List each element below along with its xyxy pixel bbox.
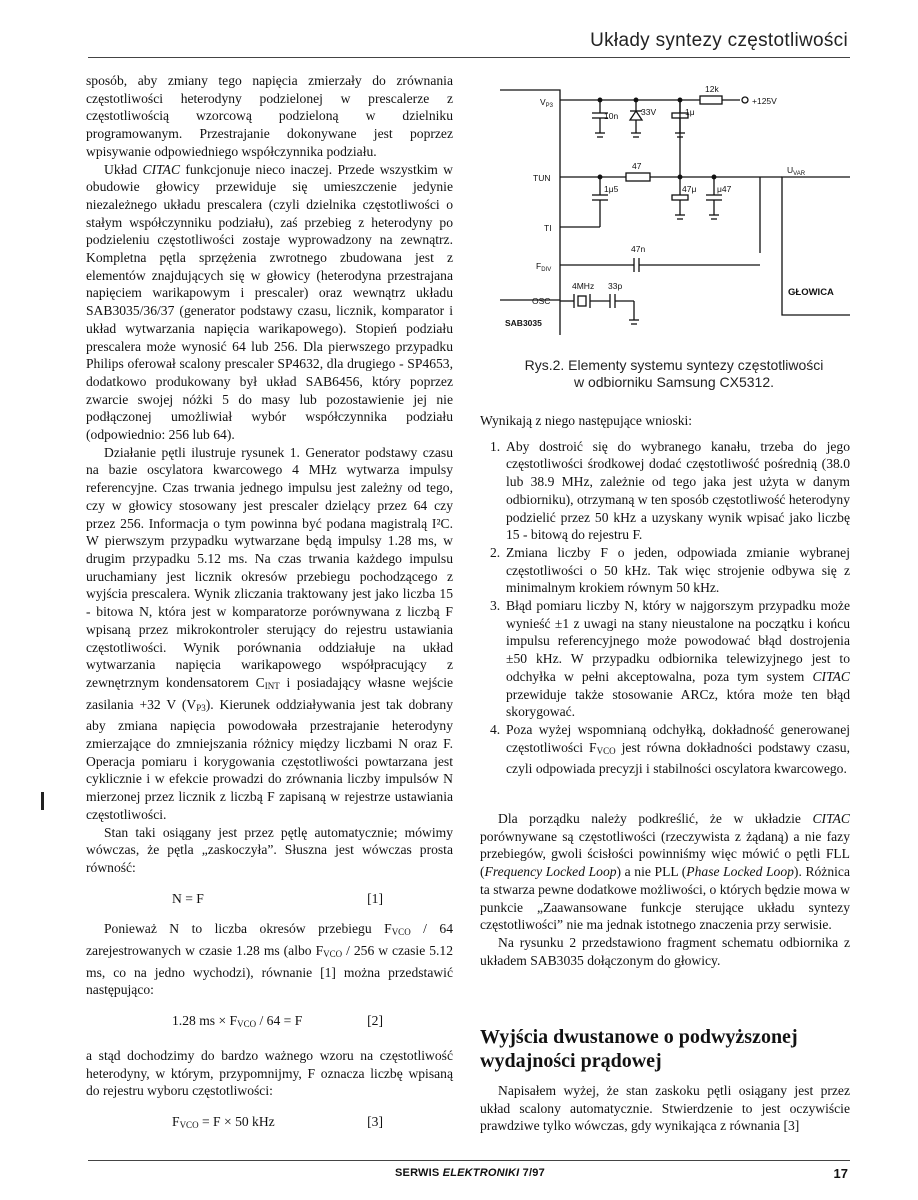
svg-text:4MHz: 4MHz	[572, 281, 595, 291]
paragraph: Układ CITAC funkcjonuje nieco inaczej. Przede wszystkim w obudowie głowicy przewiduje się umieszczenie jedynie niezależnego układu prescalera (czyli dzielnika częstotliwości o stałym współczynniku podziału), zaś przebieg z heterodyny po podzieleniu częstotliwości zostaje wyprowadzony na zewnątrz. Kompletna pętla sprzężenia zwrotnego zbudowana jest z elementów znajdujących się w głowicy (heterodyna przestrajana napięciem warikapowym i prescaler) oraz wewnątrz układu SAB3035/36/37 (generator podstawy czasu, licznik, komparator i układ wytwarzania napięcia warikapowego). Stopień podziału prescalera może wynosić 64 lub 256. Dla pierwszego przypadku Philips oferował scalony prescaler SP4632, dla drugiego - SP4653, dodatkowo produkowany był układ SAB6456, który poprzez zwarcie swojej nóżki 5 do masy lub pozostawienie jej nie podłączonej umożliwiał wybór współczynnika podziału (odpowiednio: 256 lub 64).	[86, 161, 453, 443]
svg-text:UVAR: $U_{VAR}$	[787, 165, 806, 177]
svg-text:+125V: +125V	[752, 96, 777, 106]
svg-text:GŁOWICA: GŁOWICA	[788, 287, 834, 298]
equation-1: N = F [1]	[172, 890, 383, 906]
paragraph: a stąd dochodzimy do bardzo ważnego wzoru na częstotliwość heterodyny, w którym, przypomnijmy, F oznacza liczbę wpisaną do rejestru wyboru częstotliwości:	[86, 1047, 453, 1099]
list-item: 4. Poza wyżej wspomnianą odchyłką, dokładność generowanej częstotliwości $F_{VCO}$ jest równa dokładności podstawy czasu, czyli odpowiada precyzji i stabilności oscylatora kwarcowego.	[490, 721, 850, 777]
svg-text:33p: 33p	[608, 281, 623, 291]
svg-text:VP3: $V_{P3}$	[540, 97, 554, 109]
section-body	[480, 1082, 850, 1135]
margin-mark	[41, 792, 44, 810]
resistor-47	[626, 173, 650, 181]
paragraph: Dla porządku należy podkreślić, że w układzie CITAC porównywane są częstotliwości (rzeczywista z żądaną) a nie fazy przebiegów, gwoli ścisłości powinniśmy więc mówić o pętli FLL (Frequency Locked Loop) a nie PLL (Phase Locked Loop). Różnica ta stwarza pewne dodatkowe możliwości, o których będzie mowa w punkcie „Zaawansowane funkcje sterujące układu syntezy częstotliwości” nie ma jednak istotnego znaczenia przy serwisie.	[480, 811, 850, 933]
list-item: 2. Zmiana liczby F o jeden, odpowiada zmianie wybranej częstotliwości o 50 kHz. Tak więc strojenie odbywa się z minimalnym krokiem równym 50 kHz.	[490, 544, 850, 596]
svg-text:μ47: μ47	[717, 184, 732, 194]
left-column	[86, 72, 453, 1148]
paragraph: Na rysunku 2 przedstawiono fragment schematu odbiornika z układem SAB3035 dołączonym do głowicy.	[480, 934, 850, 968]
svg-text:1μ5: 1μ5	[604, 184, 619, 194]
conclusions-list	[480, 438, 850, 778]
svg-text:OSC: OSC	[532, 296, 551, 306]
right-column-text	[480, 810, 850, 969]
equation-2: 1.28 ms × $F_{VCO} / 64 = F$ [2]	[172, 1013, 383, 1030]
paragraph: Wynikają z niego następujące wnioski:	[480, 413, 693, 428]
list-item: 3. Błąd pomiaru liczby N, który w najgorszym przypadku może wynieść ±1 z uwagi na stany nieustalone na początku i końcu impulsu referencyjnego może powodować błąd dostrojenia ±50 kHz. W przypadku odbiornika telewizyjnego jest to odchyłka w pełni akceptowalna, poza tym system CITAC przewiduje także stosowanie ARCz, która może ten błąd skorygować.	[490, 598, 850, 720]
right-column-list	[480, 412, 850, 778]
paragraph: Działanie pętli ilustruje rysunek 1. Generator podstawy czasu na bazie oscylatora kwarcowego 4 MHz wytwarza impulsy referencyjne. Czas trwania jednego impulsu jest zależny od tego, czy w głowicy stosowany jest prescaler dzielący przez 64 czy przez 256. Informacja o tym powinna być podana magistralą I²C. W pierwszym przypadku wytwarzane będą impulsy 1.28 ms, w drugim przypadku 5.12 ms. Na czas trwania każdego impulsu uruchamiany jest licznik okresów przebiegu pochodzącego z wyjścia prescalera. Wynik zliczania traktowany jest jako liczba 15 - bitowa N, która jest w komparatorze porównywana z liczbą F wpisaną przez mikrokontroler sterujący do rejestru ustawiania częstotliwości. Wynik porównania oddziałuje na układ wytwarzania napięcia warikapowego współpracujący z zewnętrznym kondensatorem $C_{INT}$ i posiadający własne wejście zasilania +32 V $(V_{P3})$. Kierunek oddziaływania jest tak dobrany aby zmiana napięcia powodowała przestrajanie heterodyny zmierzające do zmniejszania różnicy między liczbami N oraz F. Operacja pomiaru i korygowania częstotliwości powtarzana jest cyklicznie i w efekcie prowadzi do zrównania liczby impulsów N mierzonej przez licznik z liczbą F zapisaną w rejestrze ustawiania częstotliwości.	[86, 444, 454, 822]
list-item: 1. Aby dostroić się do wybranego kanału, trzeba do jego częstotliwości środkowej dodać częstotliwość pośrednią (38.0 lub 38.9 MHz, zależnie od tego jaka jest użyta w danym odbiorniku), otrzymaną w ten sposób częstotliwość heterodyny podzielić przez 50 kHz a uzyskany wynik wpisać jako liczbę 15 - bitową do rejestru F.	[490, 438, 850, 543]
svg-text:47μ: 47μ	[682, 184, 697, 194]
svg-text:47: 47	[632, 161, 642, 171]
paragraph: Stan taki osiągany jest przez pętlę automatycznie; mówimy wówczas, że pętla „zaskoczyła”. Słuszna jest wówczas prosta równość:	[86, 824, 453, 875]
page-number: 17	[833, 1166, 848, 1181]
chip-outline	[500, 90, 560, 335]
svg-text:TI: TI	[544, 223, 552, 233]
svg-text:33V: 33V	[641, 107, 657, 117]
figure-caption: Rys.2. Elementy systemu syntezy częstotliwości w odbiorniku Samsung CX5312.	[524, 357, 824, 390]
footer-rule	[88, 1160, 850, 1161]
footer-publication: SERWIS ELEKTRONIKI 7/97	[395, 1167, 545, 1179]
paragraph: Ponieważ N to liczba okresów przebiegu $F_{VCO} / 64$ zarejestrowanych w czasie 1.28 ms (albo $F_{VCO} / 256$ w czasie 5.12 ms, co na jedno wychodzi), równanie [1] można przedstawić następująco:	[86, 921, 453, 998]
running-header: Układy syntezy częstotliwości	[590, 30, 848, 51]
paragraph: sposób, aby zmiany tego napięcia zmierzały do zrównania częstotliwości heterodyny podzielonej w prescalerze z częstotliwością wzorcową podzieloną w dzielniku programowanym. Przestrajanie dokonywane jest poprzez wpisywanie odpowiedniego współczynnika podziału.	[86, 73, 453, 159]
equation-3: $F_{VCO} = F \times 50$ kHz [3]	[172, 1113, 383, 1130]
svg-text:47n: 47n	[631, 244, 646, 254]
circuit-schematic	[500, 75, 850, 350]
svg-text:12k: 12k	[705, 84, 719, 94]
svg-text:TUN: TUN	[533, 173, 551, 183]
svg-text:10n: 10n	[604, 111, 619, 121]
svg-text:FDIV: $F_{DIV}$	[536, 261, 552, 273]
svg-text:1μ: 1μ	[685, 107, 695, 117]
section-heading: Wyjścia dwustanowe o podwyższonej wydajności prądowej	[480, 1026, 798, 1072]
svg-text:SAB3035: SAB3035	[505, 318, 542, 328]
header-rule	[88, 57, 850, 58]
paragraph: Napisałem wyżej, że stan zaskoku pętli osiągany jest przez układ scalony automatycznie. Stwierdzenie to jest oczywiście prawdziwe tylko wówczas, gdy wynikająca z równania [3]	[480, 1083, 850, 1134]
resistor-12k	[700, 96, 722, 104]
